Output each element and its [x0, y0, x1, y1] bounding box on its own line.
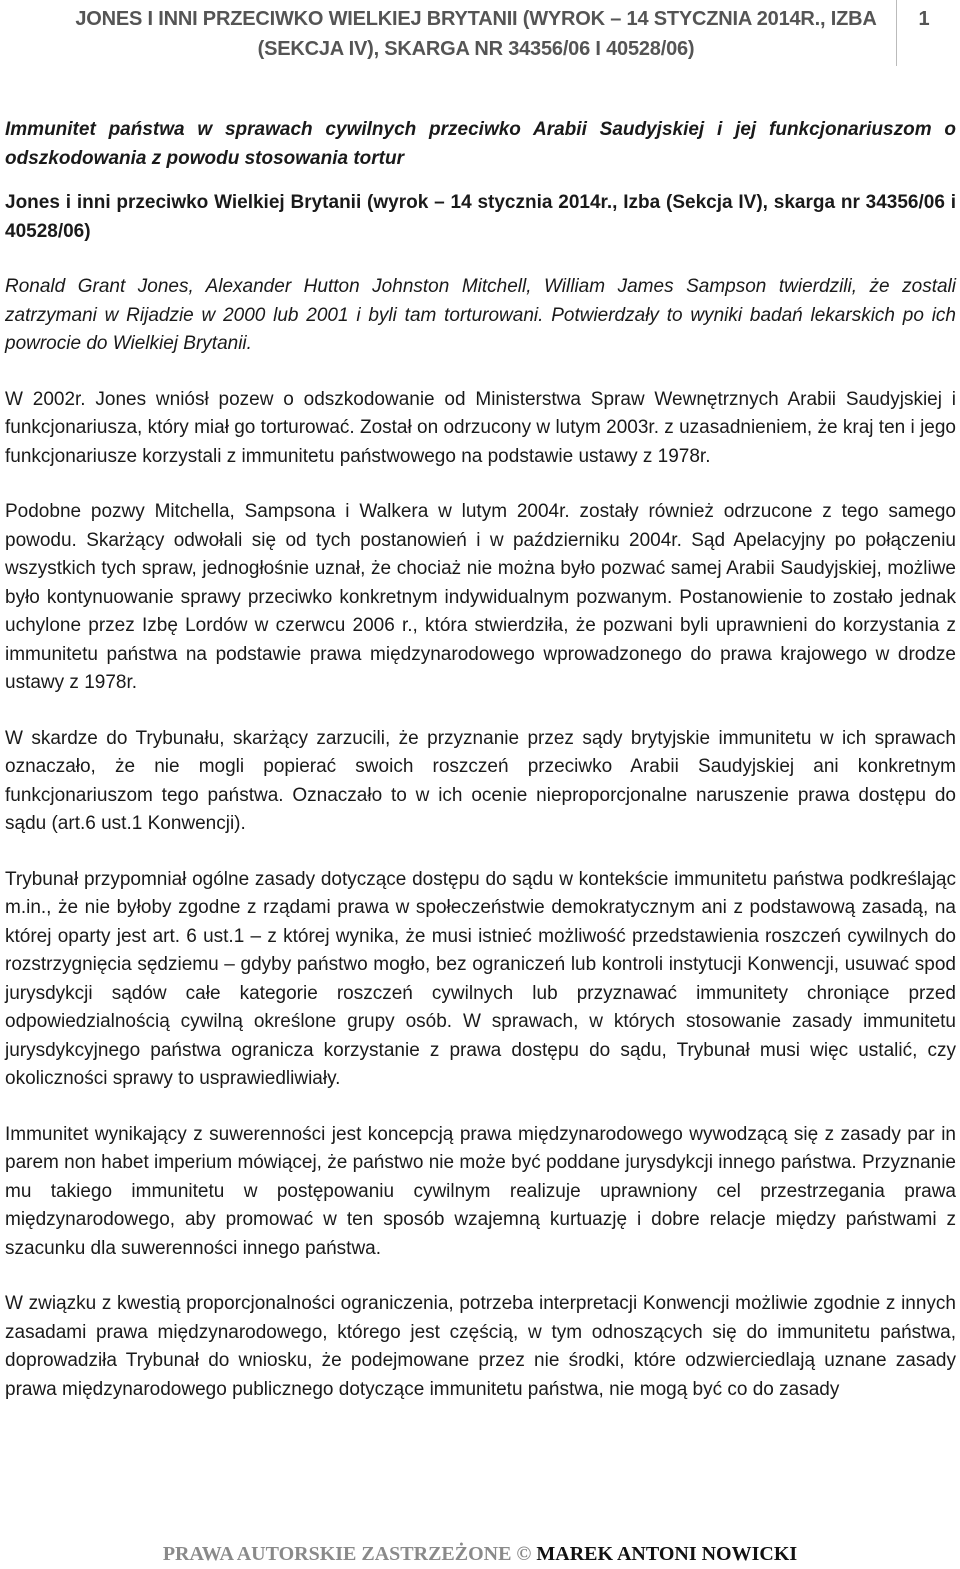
page-footer [0, 1540, 960, 1568]
body-paragraph: W związku z kwestią proporcjonalności ograniczenia, potrzeba interpretacji Konwencji możliwie zgodnie z innych zasadami prawa międzynarodowego, którego jest częścią, w tym odnoszących się do immunitetu państwa, doprowadziła Trybunał do wniosku, że podejmowane przez nie środki, które odzwierciedlają uznane zasady prawa międzynarodowego publicznego dotyczące immunitetu państwa, nie mogą być co do zasady [5, 1293, 956, 1400]
body-paragraph: Immunitet wynikający z suwerenności jest koncepcją prawa międzynarodowego wywodzącą się z zasady par in parem non habet imperium mówiącej, że państwo nie może być poddane jurysdykcji innego państwa. Przyznanie mu takiego immunitetu w postępowaniu cywilnym realizuje uprawniony cel przestrzegania prawa międzynarodowego, aby promować w ten sposób wzajemną kurtuazję i dobre relacje między państwami z szacunku dla suwerenności innego państwa. [5, 1123, 956, 1259]
body-paragraph: Podobne pozwy Mitchella, Sampsona i Walkera w lutym 2004r. zostały również odrzucone z tego samego powodu. Skarżący odwołali się od tych postanowień i w październiku 2004r. Sąd Apelacyjny po połączeniu wszystkich tych spraw, jednogłośnie uznał, że chociaż nie można było pozwać samej Arabii Saudyjskiej, możliwe było kontynuowanie sprawy przeciwko konkretnym indywidualnym pozwanym. Postanowienie to zostało jednak uchylone przez Izbę Lordów w czerwcu 2006 r., która stwierdziła, że pozwani byli uprawnieni do korzystania z immunitetu państwa na podstawie prawa międzynarodowego wprowadzonego do prawa krajowego w drodze ustawy z 1978r. [5, 501, 956, 693]
header-title: JONES I INNI PRZECIWKO WIELKIEJ BRYTANII (WYROK – 14 STYCZNIA 2014R., IZBA (SEKCJA IV), SKARGA NR 34356/06 I 40528/06) [75, 8, 877, 60]
body-paragraph: W skardze do Trybunału, skarżący zarzucili, że przyznanie przez sądy brytyjskie immunitetu w ich sprawach oznaczało, że nie mogli popierać swoich roszczeń przeciwko Arabii Saudyjskiej ani konkretnym funkcjonariuszom tego państwa. Oznaczało to w ich ocenie nieproporcjonalne naruszenie prawa dostępu do sądu (art.6 ust.1 Konwencji). [5, 727, 956, 834]
document-body [5, 116, 956, 1431]
body-paragraph: Trybunał przypomniał ogólne zasady dotyczące dostępu do sądu w kontekście immunitetu państwa podkreślając m.in., że nie byłoby zgodne z rządami prawa w społeczeństwie demokratycznym ani z podstawową zasadą, na której oparty jest art. 6 ust.1 – z której wynika, że musi istnieć możliwość przedstawienia roszczeń cywilnych do rozstrzygnięcia sędziemu – gdyby państwo mogło, bez ograniczeń lub kontroli instytucji Konwencji, usuwać spod jurysdykcji sądów całe kategorie roszczeń cywilnych lub przyznawać immunitety chroniące przed odpowiedzialnością cywilną określone grupy osób. W sprawach, w których stosowanie zasady immunitetu jurysdykcyjnego państwa ogranicza korzystanie z prawa dostępu do sądu, Trybunał musi więc ustalić, czy okoliczności sprawy to usprawiedliwiały. [5, 868, 956, 1089]
page-header [0, 0, 960, 66]
header-divider [896, 0, 897, 66]
author-name: MAREK ANTONI NOWICKI [536, 1543, 798, 1565]
page-number: 1 [918, 8, 930, 30]
document-topic: Immunitet państwa w sprawach cywilnych przeciwko Arabii Saudyjskiej i jej funkcjonariuszom o odszkodowania z powodu stosowania tortur [5, 119, 956, 169]
case-title: Jones i inni przeciwko Wielkiej Brytanii (wyrok – 14 stycznia 2014r., Izba (Sekcja IV), skarga nr 34356/06 i 40528/06) [5, 192, 956, 242]
body-paragraph: W 2002r. Jones wniósł pozew o odszkodowanie od Ministerstwa Spraw Wewnętrznych Arabii Saudyjskiej i funkcjonariusza, który miał go torturować. Został on odrzucony w lutym 2003r. z uzasadnieniem, że kraj ten i jego funkcjonariusze korzystali z immunitetu państwowego na podstawie ustawy z 1978r. [5, 388, 956, 467]
copyright-label: PRAWA AUTORSKIE ZASTRZEŻONE © [162, 1543, 532, 1565]
case-summary: Ronald Grant Jones, Alexander Hutton Johnston Mitchell, William James Sampson twierdzili, że zostali zatrzymani w Rijadzie w 2000 lub 2001 i byli tam torturowani. Potwierdzały to wyniki badań lekarskich po ich powrocie do Wielkiej Brytanii. [5, 276, 956, 354]
